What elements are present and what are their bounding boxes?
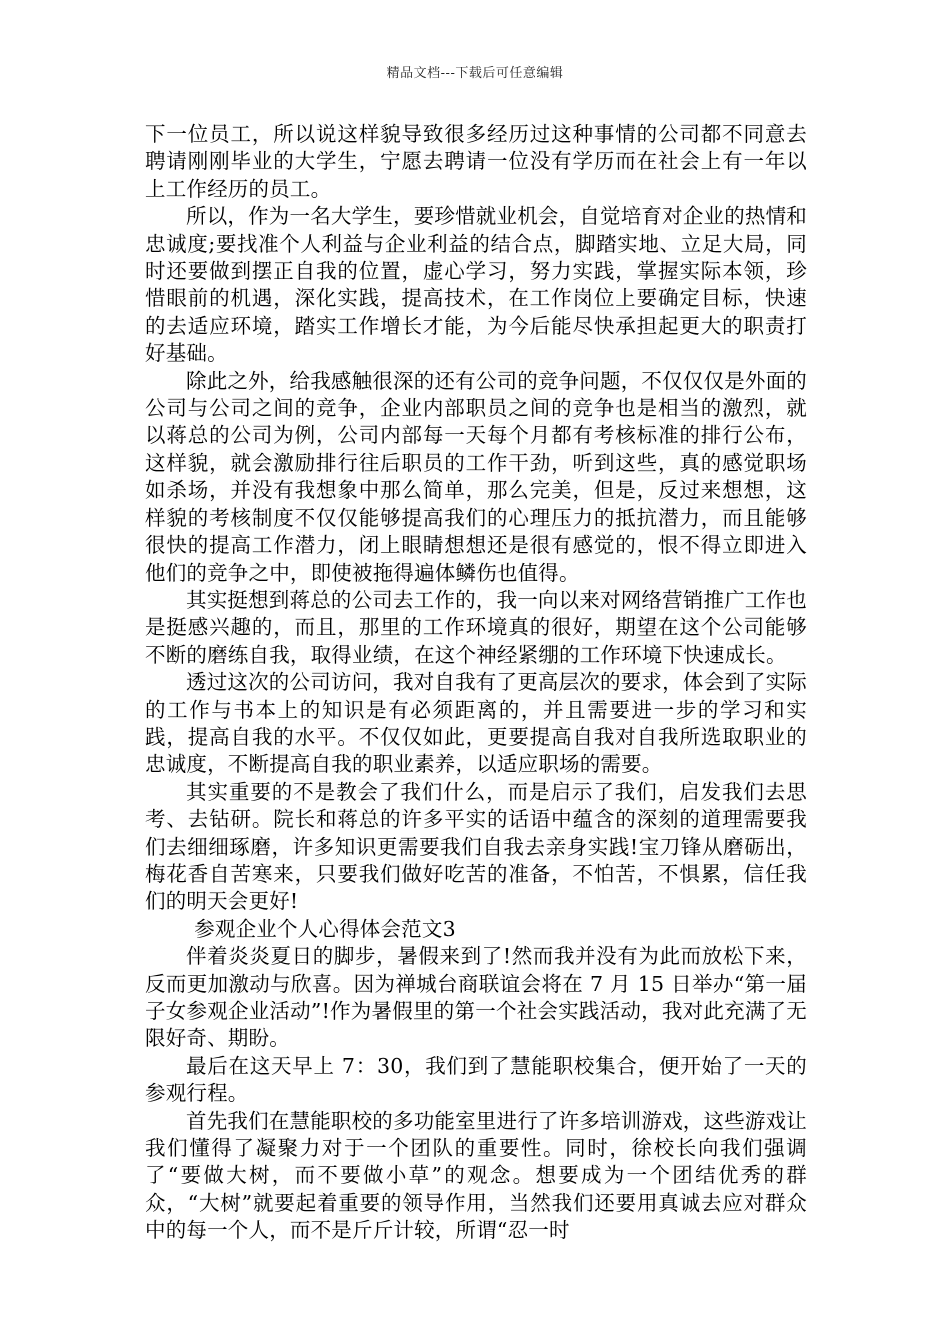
paragraph: 最后在这天早上 7：30，我们到了慧能职校集合，便开始了一天的参观行程。 [145, 1053, 807, 1106]
paragraph: 其实重要的不是教会了我们什么，而是启示了我们，启发我们去思考、去钻研。院长和蒋总的许多平实的话语中蕴含的深刻的道理需要我们去细细琢磨，许多知识更需要我们自我去亲身实践!宝刀锋从磨砺出，梅花香自苦寒来，只要我们做好吃苦的准备，不怕苦，不惧累，信任我们的明天会更好! [145, 779, 807, 914]
paragraph: 伴着炎炎夏日的脚步，暑假来到了!然而我并没有为此而放松下来，反而更加激动与欣喜。因为禅城台商联谊会将在 7 月 15 日举办“第一届子女参观企业活动”!作为暑假里的第一个社会实践活动，我对此充满了无限好奇、期盼。 [145, 944, 807, 1051]
paragraph: 所以，作为一名大学生，要珍惜就业机会，自觉培育对企业的热情和忠诚度;要找准个人利益与企业利益的结合点，脚踏实地、立足大局，同时还要做到摆正自我的位置，虚心学习，努力实践，掌握实际本领，珍惜眼前的机遇，深化实践，提高技术，在工作岗位上要确定目标，快速的去适应环境，踏实工作增长才能，为今后能尽快承担起更大的职责打好基础。 [145, 204, 807, 366]
paragraph: 其实挺想到蒋总的公司去工作的，我一向以来对网络营销推广工作也是挺感兴趣的，而且，那里的工作环境真的很好，期望在这个公司能够不断的磨练自我，取得业绩，在这个神经紧绷的工作环境下快速成长。 [145, 587, 807, 667]
paragraph: 透过这次的公司访问，我对自我有了更高层次的要求，体会到了实际的工作与书本上的知识是有必须距离的，并且需要进一步的学习和实践，提高自我的水平。不仅仅如此，更要提高自我对自我所选取职业的忠诚度，不断提高自我的职业素养，以适应职场的需要。 [145, 670, 807, 777]
paragraph: 首先我们在慧能职校的多功能室里进行了许多培训游戏，这些游戏让我们懂得了凝聚力对于一个团队的重要性。同时，徐校长向我们强调了“要做大树，而不要做小草”的观念。想要成为一个团结优秀的群众，“大树”就要起着重要的领导作用，当然我们还要用真诚去应对群众中的每一个人，而不是斤斤计较，所谓“忍一时 [145, 1108, 807, 1243]
section-heading: 参观企业个人心得体会范文3 [194, 916, 456, 941]
page-header: 精品文档---下载后可任意编辑 [386, 66, 564, 81]
paragraph-continued: 下一位员工，所以说这样貌导致很多经历过这种事情的公司都不同意去聘请刚刚毕业的大学生，宁愿去聘请一位没有学历而在社会上有一年以上工作经历的员工。 [145, 122, 807, 201]
document-body [145, 121, 807, 1245]
paragraph: 除此之外，给我感触很深的还有公司的竞争问题，不仅仅仅是外面的公司与公司之间的竞争，企业内部职员之间的竞争也是相当的激烈，就以蒋总的公司为例，公司内部每一天每个月都有考核标准的排行公布，这样貌，就会激励排行往后职员的工作干劲，听到这些，真的感觉职场如杀场，并没有我想象中那么简单，那么完美，但是，反过来想想，这样貌的考核制度不仅仅能够提高我们的心理压力的抵抗潜力，而且能够很快的提高工作潜力，闭上眼睛想想还是很有感觉的，恨不得立即进入他们的竞争之中，即使被拖得遍体鳞伤也值得。 [145, 368, 807, 585]
